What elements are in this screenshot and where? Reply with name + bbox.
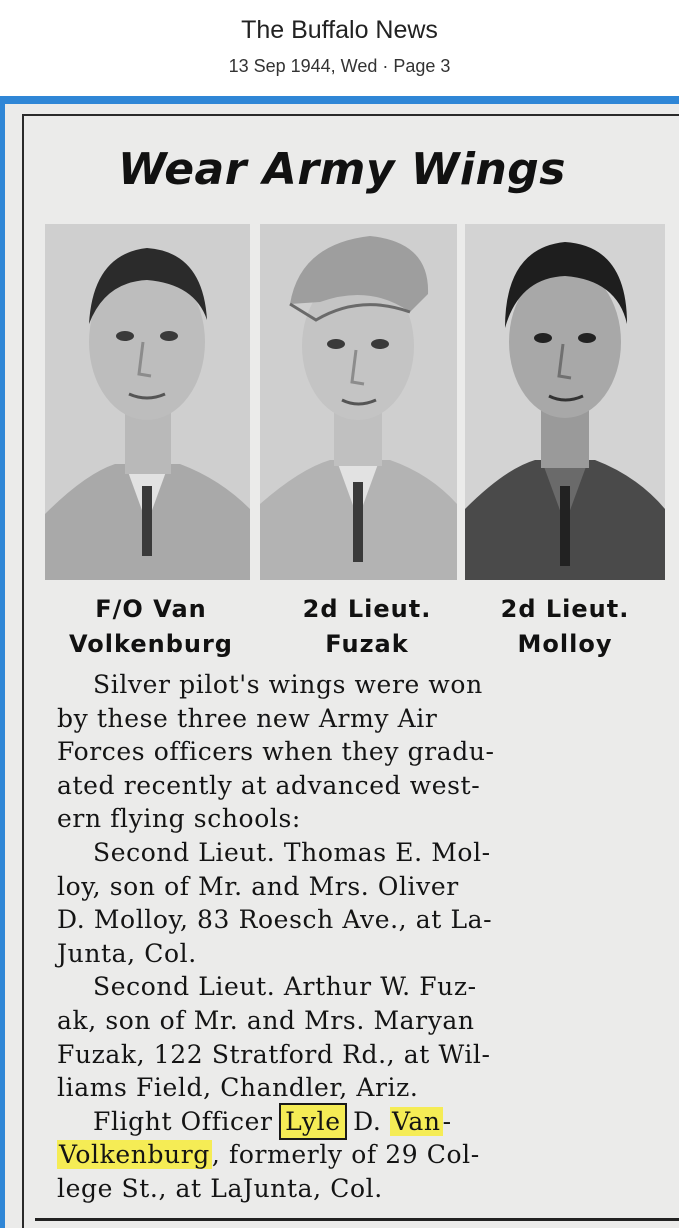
portrait-photo-molloy xyxy=(465,224,665,580)
search-highlight-volkenburg[interactable]: Volkenburg xyxy=(59,1140,210,1170)
photo-caption-van-volkenburg xyxy=(35,592,267,662)
text-segment: , formerly of 29 Col- xyxy=(211,1140,480,1170)
article-line: ern flying schools: xyxy=(57,804,301,834)
portrait-photo-fuzak xyxy=(260,224,457,580)
caption-rank: F/O Van xyxy=(95,595,207,623)
article-line: Silver pilot's wings were won xyxy=(93,670,483,699)
caption-surname: Molloy xyxy=(517,630,613,658)
article-line: loy, son of Mr. and Mrs. Oliver xyxy=(57,871,459,901)
article-line-final-3: lege St., at LaJunta, Col. xyxy=(57,1173,383,1203)
publication-title: The Buffalo News xyxy=(241,16,438,44)
photo-caption-molloy xyxy=(467,592,663,662)
article-line: Second Lieut. Arthur W. Fuz- xyxy=(93,972,477,1002)
newspaper-clipping[interactable] xyxy=(5,104,679,1228)
article-line: Fuzak, 122 Stratford Rd., at Wil- xyxy=(57,1039,491,1069)
caption-surname: Fuzak xyxy=(325,630,409,658)
article-line: Forces officers when they gradu- xyxy=(57,737,495,767)
article-line: Junta, Col. xyxy=(57,938,197,968)
article-line: ated recently at advanced west- xyxy=(57,770,481,800)
photo-caption-fuzak xyxy=(267,592,467,662)
caption-rank: 2d Lieut. xyxy=(500,595,630,623)
bottom-rule xyxy=(35,1218,679,1221)
hyphen: - xyxy=(442,1106,452,1136)
publication-date-line: 13 Sep 1944, Wed · Page 3 xyxy=(228,56,451,76)
publication-header xyxy=(0,0,679,96)
article-line: Second Lieut. Thomas E. Mol- xyxy=(93,837,491,867)
portrait-photo-van-volkenburg xyxy=(45,224,250,580)
headline: Wear Army Wings xyxy=(118,144,566,195)
article-line: liams Field, Chandler, Ariz. xyxy=(57,1073,419,1103)
caption-surname: Volkenburg xyxy=(69,630,233,658)
article-line-final-2 xyxy=(57,1138,647,1172)
article-line: by these three new Army Air xyxy=(57,703,438,733)
article-body xyxy=(57,668,647,1206)
search-highlight-van[interactable]: Van xyxy=(392,1106,441,1136)
search-highlight-lyle[interactable]: Lyle xyxy=(281,1105,344,1138)
caption-rank: 2d Lieut. xyxy=(302,595,432,623)
article-line: ak, son of Mr. and Mrs. Maryan xyxy=(57,1005,475,1035)
text-segment: D. xyxy=(353,1106,382,1136)
article-line: D. Molloy, 83 Roesch Ave., at La- xyxy=(57,905,493,935)
text-segment: Flight Officer xyxy=(93,1106,273,1136)
article-line-final-1 xyxy=(57,1105,647,1139)
